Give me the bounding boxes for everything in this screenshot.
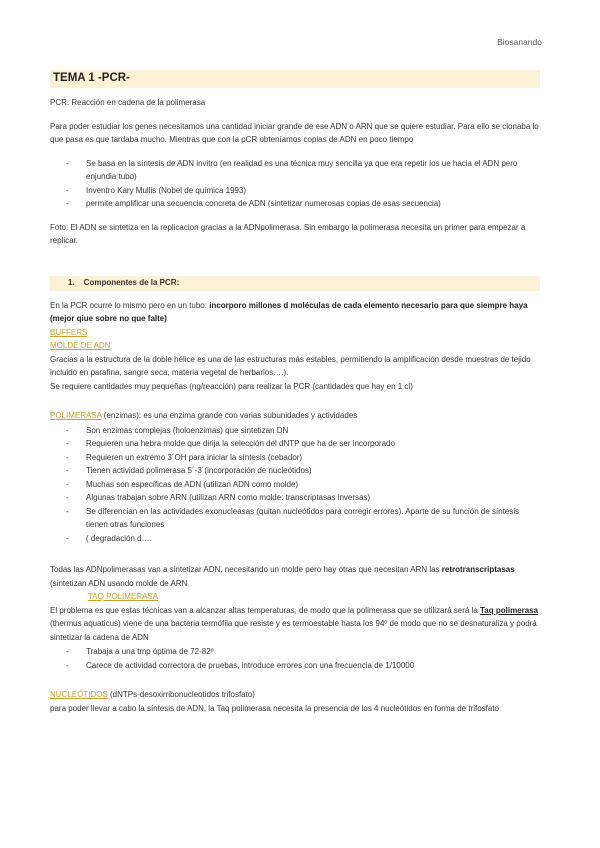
- taq-text-2: (thermus aquaticus) viene de una bacteria termófila que resiste y es termoestable hasta los 94º de modo que no se desnaturaliza y podrá sintetizar la cadena de ADN: [50, 619, 537, 642]
- molde-paragraph-2: Se requiere cantidades muy pequeñas (ng/reacción) para realizar la PCR (cantidades que hay en 1 cl): [50, 381, 413, 391]
- list-item: - Se basa en la síntesis de ADN invitro (en realidad es una técnica muy sencilla ya que era repetir los ue hacia el ADN pero enjundia tubo): [50, 157, 540, 184]
- taq-heading: TAQ POLIMERASA: [88, 592, 159, 601]
- nucleotidos-text: (dNTPs-desoxirribonucleotidos trifosfato): [107, 690, 255, 699]
- section-heading: [50, 276, 540, 291]
- polimerasa-paragraph: [50, 409, 540, 423]
- lead-text: En la PCR ocurre lo mismo pero en un tubo:: [50, 300, 210, 310]
- molde-heading: MOLDE DE ADN: [50, 341, 111, 350]
- list-item: - Carece de actividad correctora de pruebas, introduce errores con una frecuencia de 1/10000: [50, 659, 540, 673]
- todas-paragraph: [50, 563, 540, 590]
- nucleotidos-paragraph-2: para poder llevar a cabo la síntesis de ADN, la Taq polimerasa necesita la presencia de los 4 nucleótidos en forma de trifosfato: [50, 703, 499, 713]
- molde-paragraph: Gracias a la estructura de la doble hélice es una de las estructuras más estables, permitiendo la amplificación desde muestras de tejido incluido en parafina, sangre seca, materia vegetal de herbarios….).: [50, 354, 531, 377]
- intro-bullet-list: [50, 157, 540, 211]
- taq-bullet-list: [50, 645, 540, 672]
- foto-paragraph: Foto: El ADN se sintetiza en la replicacion gracias a la ADNpolimerasa. Sin embargo la polimerasa necesita un primer para empezar a replicar.: [50, 222, 526, 245]
- intro-paragraph: Para poder estudiar los genes necesitamos una cantidad iniciar grande de ese ADN o ARN que se quiere estudiar. Para ello se clonaba lo que pasa es que tardaba mucho. Mientras que con la pCR obteníamos copias de ADN en poco tiempo: [50, 121, 539, 144]
- retro-rest: (sintetizan ADN usando molde de ARN: [50, 578, 188, 588]
- section-lead: [50, 299, 540, 326]
- title-bar: [50, 70, 540, 88]
- taq-text-1: El problema es que estas técnicas van a alcanzar altas temperaturas, de modo que la polimerasa que se utilizará será la: [50, 605, 481, 615]
- pcr-definition: PCR: Reacción en cadena de la polimerasa: [50, 98, 206, 107]
- page-title: TEMA 1 -PCR-: [53, 72, 130, 85]
- list-item: - ( degradación d….: [50, 532, 540, 546]
- list-item: - Requieren un extremo 3´OH para iniciar la síntesis (cebador): [50, 451, 540, 465]
- nucleotidos-paragraph: [50, 688, 540, 702]
- list-item: - Inventro Kary Mullis (Nobel de química 1993): [50, 184, 540, 198]
- list-item: - Tienen actividad polimerasa 5´-3´(incorporación de nucleótidos): [50, 464, 540, 478]
- polimerasa-label: POLIMERASA: [50, 411, 102, 420]
- list-item: - Algunas trabajan sobre ARN (utilizan ARN como molde: transcriptasas inversas): [50, 491, 540, 505]
- list-item: - Trabaja a una tmp óptima de 72-82º: [50, 645, 540, 659]
- lead-bold: incorporo millones d moléculas de cada elemento necesario para que siempre haya (mejor qiue sobre no que falte): [50, 300, 528, 323]
- polimerasa-bullet-list: [50, 424, 540, 546]
- list-item: - Muchas son específicas de ADN (utilizan ADN como molde): [50, 478, 540, 492]
- header-brand: Biosanando: [497, 37, 542, 47]
- todas-text: Todas las ADNpolimerasas van a sintetizar ADN, necesitando un molde pero hay otras que necesitan ARN las: [50, 565, 442, 574]
- retro-bold: retrotranscriptasas: [441, 565, 515, 574]
- nucleotidos-label: NUCLEÓTIDOS: [50, 690, 108, 699]
- list-item: - permite amplificar una secuencia concreta de ADN (sintetizar numerosas copias de esas secuencia): [50, 197, 540, 211]
- section-title: Componentes de la PCR:: [83, 278, 180, 288]
- taq-paragraph: [50, 604, 540, 645]
- taq-bold: Taq polimerasa: [480, 605, 539, 615]
- polimerasa-text: (enzimas): es una enzima grande con varias subunidades y actividades: [101, 411, 358, 420]
- list-item: - Se diferencian en las actividades exonucleasas (quitan nucleótidos para corregir errores). Aparte de su función de síntesis tienen otras funciones: [50, 505, 540, 532]
- list-item: - Son enzimas complejas (holoenzimas) que sintetizan DN: [50, 424, 540, 438]
- buffers-heading: BUFFERS: [50, 327, 88, 337]
- section-number: 1.: [68, 278, 75, 288]
- list-item: - Requieren una hebra molde que dirija la selección del dNTP que ha de ser incorporado: [50, 437, 540, 451]
- document-content: [50, 70, 540, 715]
